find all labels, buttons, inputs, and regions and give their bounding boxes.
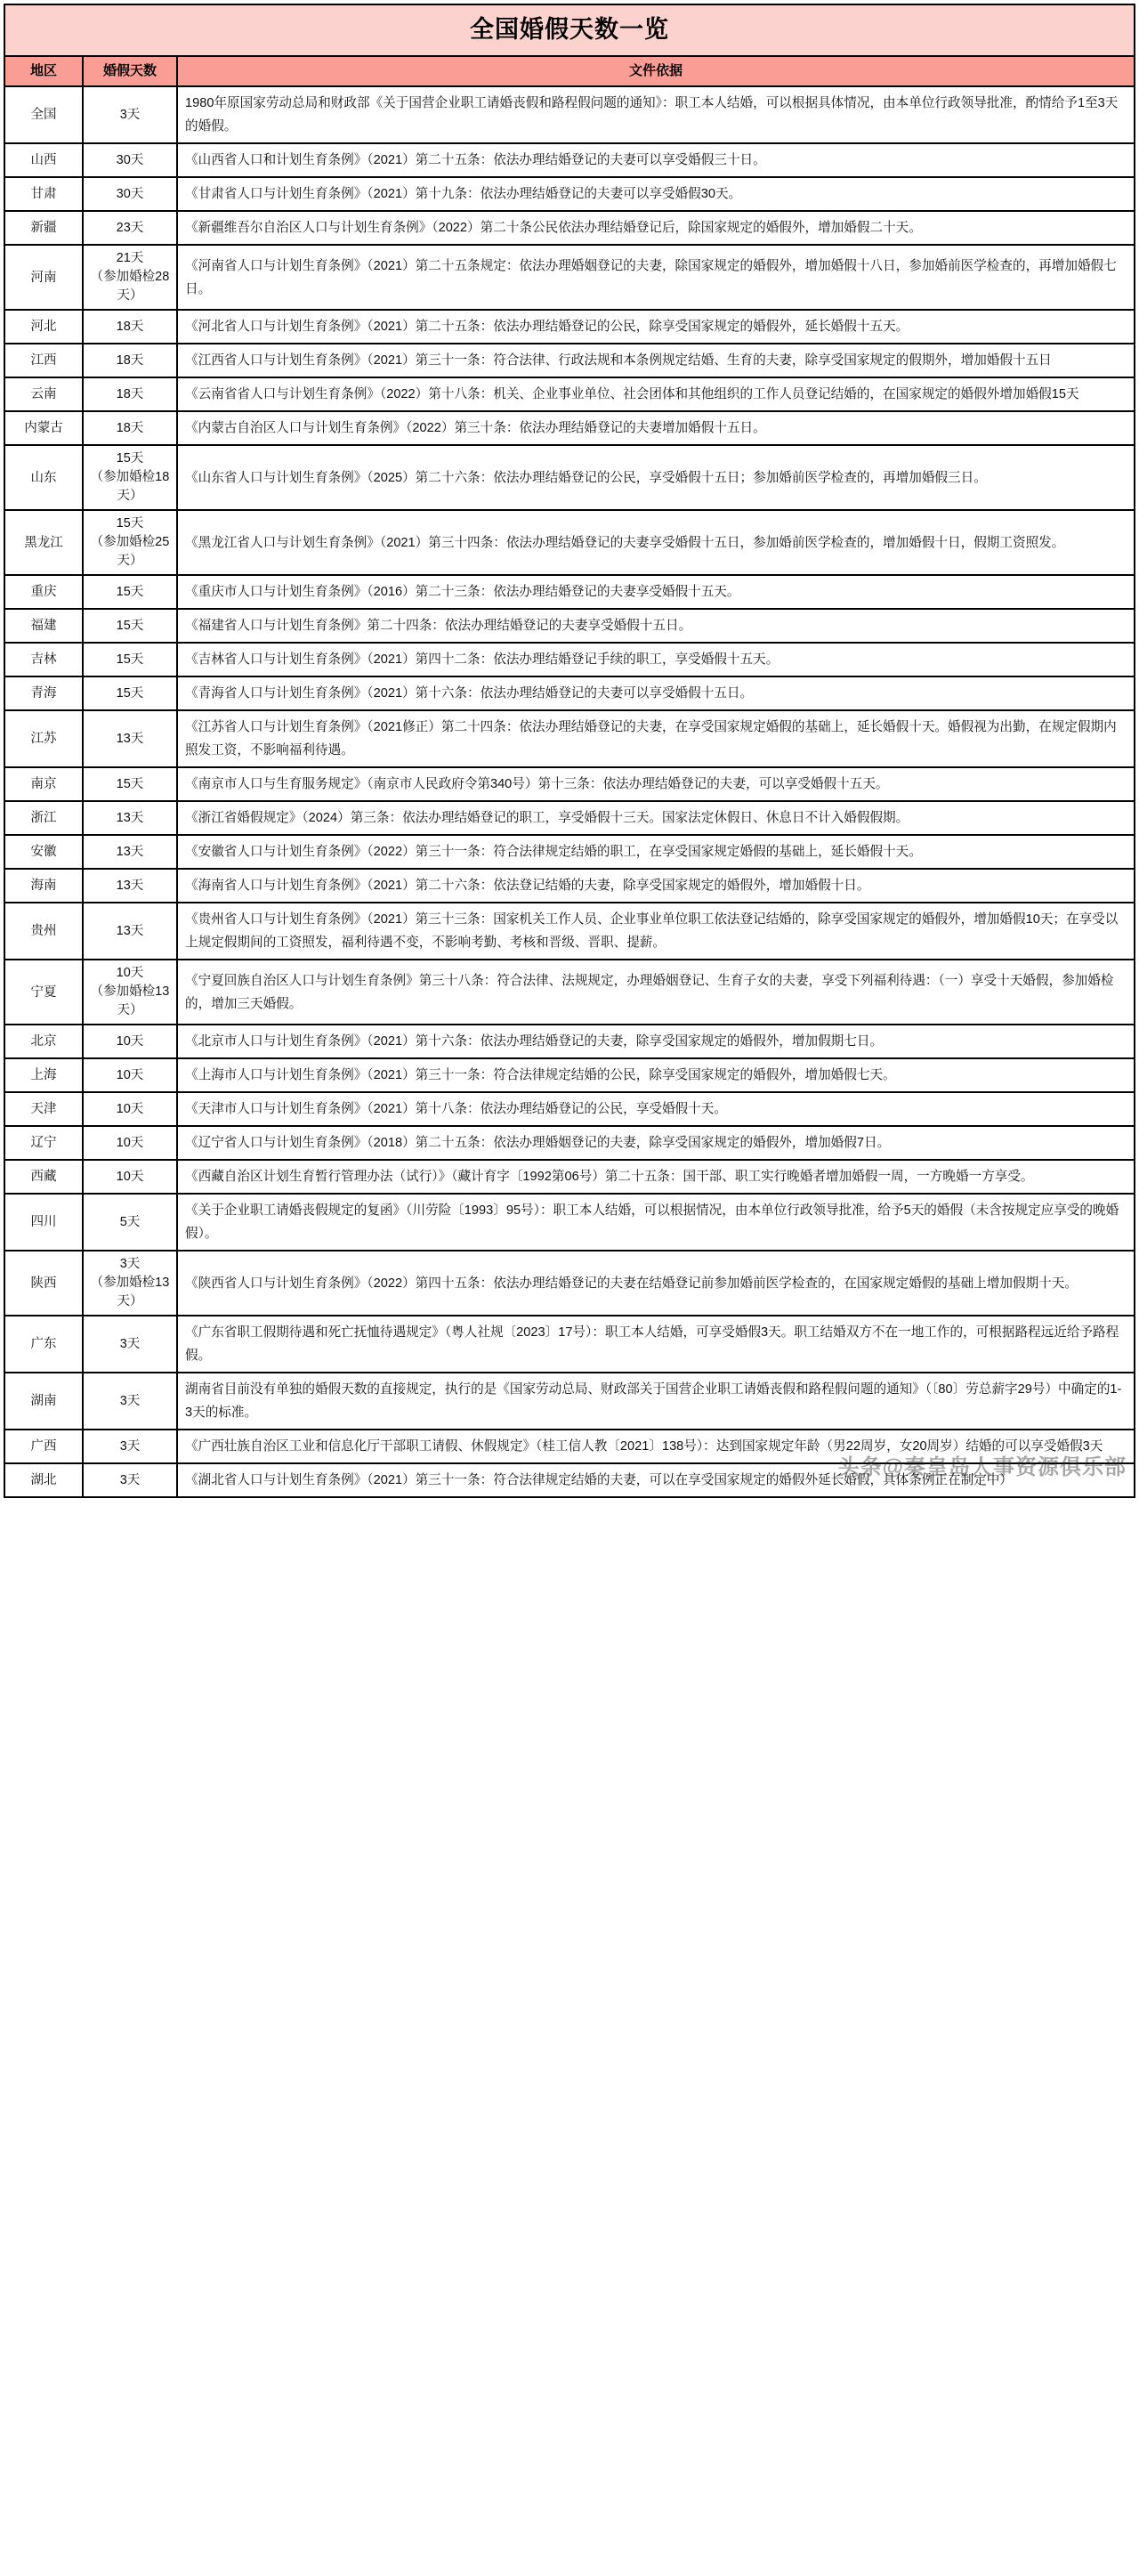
table-row [4,643,1135,676]
days-value: 18天 [116,420,144,435]
table-row [4,143,1135,177]
table-row [4,86,1135,143]
cell-region: 河南 [4,245,83,310]
cell-region: 甘肃 [4,177,83,211]
days-note: （参加婚检25天） [90,535,170,568]
cell-region: 贵州 [4,903,83,960]
cell-days [83,1160,177,1194]
cell-basis: 《上海市人口与计划生育条例》（2021）第三十一条：符合法律规定结婚的公民，除享受国家规定的婚假外，增加婚假七天。 [177,1058,1135,1092]
cell-days [83,1463,177,1497]
days-value: 15天 [116,516,144,531]
cell-region: 河北 [4,310,83,344]
cell-basis: 《黑龙江省人口与计划生育条例》（2021）第三十四条：依法办理结婚登记的夫妻享受婚假十五日，参加婚前医学检查的，增加婚假十日，假期工资照发。 [177,510,1135,575]
cell-region: 宁夏 [4,960,83,1025]
cell-basis: 《西藏自治区计划生育暂行管理办法（试行）》（藏计育字〔1992第06号）第二十五条：国干部、职工实行晚婚者增加婚假一周，一方晚婚一方享受。 [177,1160,1135,1194]
cell-days [83,643,177,676]
table-row [4,869,1135,903]
watermark: 头条@秦皇岛人事资源俱乐部 [837,1455,1127,1479]
cell-region: 黑龙江 [4,510,83,575]
days-value: 13天 [116,878,144,893]
cell-region: 江苏 [4,710,83,767]
cell-days [83,1194,177,1251]
table-row [4,1463,1135,1497]
cell-region: 吉林 [4,643,83,676]
table-row [4,903,1135,960]
days-value: 15天 [116,584,144,599]
days-value: 10天 [116,1135,144,1150]
cell-region: 青海 [4,676,83,710]
days-value: 13天 [116,923,144,938]
days-value: 3天 [119,1336,141,1351]
cell-basis: 《广西壮族自治区工业和信息化厅干部职工请假、休假规定》（桂工信人教〔2021〕138号）：达到国家规定年龄（男22周岁，女20周岁）结婚的可以享受婚假3天 [177,1430,1135,1463]
table-row [4,1251,1135,1316]
cell-basis: 《关于企业职工请婚丧假规定的复函》（川劳险〔1993〕95号）：职工本人结婚，可以根据情况，由本单位行政领导批准，给予5天的婚假（未含按规定应享受的晚婚假）。 [177,1194,1135,1251]
table-row [4,801,1135,835]
cell-basis: 《海南省人口与计划生育条例》（2021）第二十六条：依法登记结婚的夫妻，除享受国家规定的婚假外，增加婚假十日。 [177,869,1135,903]
title-row [4,4,1135,56]
table-row [4,445,1135,510]
cell-basis: 《重庆市人口与计划生育条例》（2016）第二十三条：依法办理结婚登记的夫妻享受婚假十五天。 [177,575,1135,609]
table-row [4,960,1135,1025]
cell-basis: 《甘肃省人口与计划生育条例》（2021）第十九条：依法办理结婚登记的夫妻可以享受婚假30天。 [177,177,1135,211]
cell-region: 广东 [4,1316,83,1373]
cell-days [83,1373,177,1430]
table-row [4,1194,1135,1251]
table-row [4,377,1135,411]
days-note: （参加婚检18天） [90,470,170,503]
days-value: 5天 [119,1214,141,1229]
days-value: 3天 [119,1472,141,1487]
cell-days [83,1430,177,1463]
cell-days [83,960,177,1025]
column-header-region: 地区 [4,56,83,86]
days-value: 10天 [116,966,144,980]
table-row [4,609,1135,643]
cell-basis: 《宁夏回族自治区人口与计划生育条例》第三十八条：符合法律、法规规定，办理婚姻登记、生育子女的夫妻，享受下列福利待遇：（一）享受十天婚假，参加婚检的，增加三天婚假。 [177,960,1135,1025]
days-value: 3天 [119,1257,141,1271]
days-value: 15天 [116,451,144,466]
table-row [4,1126,1135,1160]
cell-days [83,344,177,377]
days-value: 23天 [116,220,144,235]
cell-region: 天津 [4,1092,83,1126]
days-value: 18天 [116,352,144,368]
cell-region: 北京 [4,1025,83,1058]
table-row [4,835,1135,869]
cell-basis: 《江苏省人口与计划生育条例》（2021修正）第二十四条：依法办理结婚登记的夫妻，在享受国家规定婚假的基础上，延长婚假十天。婚假视为出勤，在规定假期内照发工资，不影响福利待遇。 [177,710,1135,767]
cell-basis: 《新疆维吾尔自治区人口与计划生育条例》（2022）第二十条公民依法办理结婚登记后，除国家规定的婚假外，增加婚假二十天。 [177,211,1135,245]
cell-days [83,1025,177,1058]
days-value: 13天 [116,810,144,825]
cell-days [83,676,177,710]
cell-days [83,767,177,801]
days-value: 30天 [116,152,144,167]
days-value: 15天 [116,685,144,701]
days-note: （参加婚检28天） [90,270,170,303]
cell-region: 海南 [4,869,83,903]
cell-region: 陕西 [4,1251,83,1316]
cell-basis: 《南京市人口与生育服务规定》（南京市人民政府令第340号）第十三条：依法办理结婚登记的夫妻，可以享受婚假十五天。 [177,767,1135,801]
cell-days [83,86,177,143]
days-value: 15天 [116,618,144,633]
cell-days [83,245,177,310]
cell-days [83,609,177,643]
days-value: 13天 [116,844,144,859]
cell-days [83,211,177,245]
cell-days [83,310,177,344]
cell-days [83,1092,177,1126]
cell-days [83,411,177,445]
days-note: （参加婚检13天） [90,1276,170,1308]
table-row [4,211,1135,245]
column-header-days: 婚假天数 [83,56,177,86]
days-value: 3天 [119,107,141,122]
cell-basis: 《河北省人口与计划生育条例》（2021）第二十五条：依法办理结婚登记的公民，除享受国家规定的婚假外，延长婚假十五天。 [177,310,1135,344]
cell-basis: 《河南省人口与计划生育条例》（2021）第二十五条规定：依法办理婚姻登记的夫妻，除国家规定的婚假外，增加婚假十八日，参加婚前医学检查的，再增加婚假七日。 [177,245,1135,310]
column-header-row [4,56,1135,86]
cell-days [83,143,177,177]
cell-basis: 《北京市人口与计划生育条例》（2021）第十六条：依法办理结婚登记的夫妻，除享受国家规定的婚假外，增加假期七日。 [177,1025,1135,1058]
table-row [4,1058,1135,1092]
cell-region: 重庆 [4,575,83,609]
table-row [4,710,1135,767]
cell-days [83,1251,177,1316]
table-row [4,1430,1135,1463]
cell-region: 新疆 [4,211,83,245]
cell-basis: 《江西省人口与计划生育条例》（2021）第三十一条：符合法律、行政法规和本条例规定结婚、生育的夫妻，除享受国家规定的假期外，增加婚假十五日 [177,344,1135,377]
page-title: 全国婚假天数一览 [4,4,1135,56]
cell-basis: 《山西省人口和计划生育条例》（2021）第二十五条：依法办理结婚登记的夫妻可以享受婚假三十日。 [177,143,1135,177]
cell-days [83,710,177,767]
days-value: 10天 [116,1169,144,1184]
cell-days [83,1126,177,1160]
cell-basis: 《福建省人口与计划生育条例》第二十四条：依法办理结婚登记的夫妻享受婚假十五日。 [177,609,1135,643]
marriage-leave-table [4,4,1135,1498]
cell-basis: 《贵州省人口与计划生育条例》（2021）第三十三条：国家机关工作人员、企业事业单位职工依法登记结婚的，除享受国家规定的婚假外，增加婚假10天；在享受以上规定假期间的工资照发，福利待遇不变，不影响考勤、考核和晋级、晋职、提薪。 [177,903,1135,960]
cell-basis: 《吉林省人口与计划生育条例》（2021）第四十二条：依法办理结婚登记手续的职工，享受婚假十五天。 [177,643,1135,676]
cell-basis: 《陕西省人口与计划生育条例》（2022）第四十五条：依法办理结婚登记的夫妻在结婚登记前参加婚前医学检查的，在国家规定婚假的基础上增加假期十天。 [177,1251,1135,1316]
table-row [4,1160,1135,1194]
cell-region: 云南 [4,377,83,411]
days-value: 10天 [116,1101,144,1116]
cell-days [83,903,177,960]
cell-basis: 湖南省目前没有单独的婚假天数的直接规定，执行的是《国家劳动总局、财政部关于国营企业职工请婚丧假和路程假问题的通知》（〔80〕劳总薪字29号）中确定的1-3天的标准。 [177,1373,1135,1430]
cell-basis: 《浙江省婚假规定》（2024）第三条：依法办理结婚登记的职工，享受婚假十三天。国家法定休假日、休息日不计入婚假假期。 [177,801,1135,835]
table-row [4,1373,1135,1430]
column-header-basis: 文件依据 [177,56,1135,86]
cell-region: 福建 [4,609,83,643]
cell-basis: 1980年原国家劳动总局和财政部《关于国营企业职工请婚丧假和路程假问题的通知》：职工本人结婚，可以根据具体情况，由本单位行政领导批准，酌情给予1至3天的婚假。 [177,86,1135,143]
cell-days [83,377,177,411]
cell-basis: 《山东省人口与计划生育条例》（2025）第二十六条：依法办理结婚登记的公民，享受婚假十五日；参加婚前医学检查的，再增加婚假三日。 [177,445,1135,510]
cell-region: 湖北 [4,1463,83,1497]
days-value: 13天 [116,731,144,746]
table-row [4,676,1135,710]
cell-region: 西藏 [4,1160,83,1194]
cell-region: 广西 [4,1430,83,1463]
cell-days [83,869,177,903]
table-row [4,510,1135,575]
days-value: 30天 [116,186,144,201]
cell-region: 辽宁 [4,1126,83,1160]
cell-basis: 《天津市人口与计划生育条例》（2021）第十八条：依法办理结婚登记的公民，享受婚假十天。 [177,1092,1135,1126]
table-header [4,4,1135,86]
cell-days [83,1316,177,1373]
cell-region: 南京 [4,767,83,801]
days-value: 10天 [116,1067,144,1082]
cell-region: 四川 [4,1194,83,1251]
table-row [4,310,1135,344]
cell-region: 湖南 [4,1373,83,1430]
cell-region: 山东 [4,445,83,510]
table-body [4,86,1135,1497]
cell-days [83,575,177,609]
table-row [4,245,1135,310]
cell-region: 江西 [4,344,83,377]
cell-region: 内蒙古 [4,411,83,445]
cell-basis: 《内蒙古自治区人口与计划生育条例》（2022）第三十条：依法办理结婚登记的夫妻增加婚假十五日。 [177,411,1135,445]
table-row [4,177,1135,211]
table-row [4,344,1135,377]
days-value: 18天 [116,386,144,401]
cell-basis: 《青海省人口与计划生育条例》（2021）第十六条：依法办理结婚登记的夫妻可以享受婚假十五日。 [177,676,1135,710]
cell-basis: 《广东省职工假期待遇和死亡抚恤待遇规定》（粤人社规〔2023〕17号）：职工本人结婚，可享受婚假3天。职工结婚双方不在一地工作的，可根据路程远近给予路程假。 [177,1316,1135,1373]
table-row [4,767,1135,801]
cell-days [83,177,177,211]
cell-days [83,801,177,835]
cell-days [83,510,177,575]
cell-basis: 《安徽省人口与计划生育条例》（2022）第三十一条：符合法律规定结婚的职工，在享受国家规定婚假的基础上，延长婚假十天。 [177,835,1135,869]
cell-days [83,1058,177,1092]
table-row [4,1316,1135,1373]
table-row [4,411,1135,445]
days-value: 15天 [116,652,144,667]
cell-days [83,445,177,510]
cell-basis: 《辽宁省人口与计划生育条例》（2018）第二十五条：依法办理婚姻登记的夫妻，除享受国家规定的婚假外，增加婚假7日。 [177,1126,1135,1160]
table-row [4,1092,1135,1126]
days-value: 10天 [116,1033,144,1049]
cell-basis: 《云南省省人口与计划生育条例》（2022）第十八条：机关、企业事业单位、社会团体和其他组织的工作人员登记结婚的，在国家规定的婚假外增加婚假15天 [177,377,1135,411]
days-value: 15天 [116,776,144,791]
cell-region: 上海 [4,1058,83,1092]
cell-region: 安徽 [4,835,83,869]
cell-basis: 《湖北省人口与计划生育条例》（2021）第三十一条：符合法律规定结婚的夫妻，可以在享受国家规定的婚假外延长婚假，具体条例正在制定中） [177,1463,1135,1497]
days-value: 3天 [119,1438,141,1454]
days-value: 21天 [116,251,144,265]
days-value: 3天 [119,1393,141,1408]
table-row [4,575,1135,609]
cell-region: 山西 [4,143,83,177]
cell-days [83,835,177,869]
cell-region: 全国 [4,86,83,143]
days-note: （参加婚检13天） [90,984,170,1017]
days-value: 18天 [116,319,144,334]
cell-region: 浙江 [4,801,83,835]
table-row [4,1025,1135,1058]
